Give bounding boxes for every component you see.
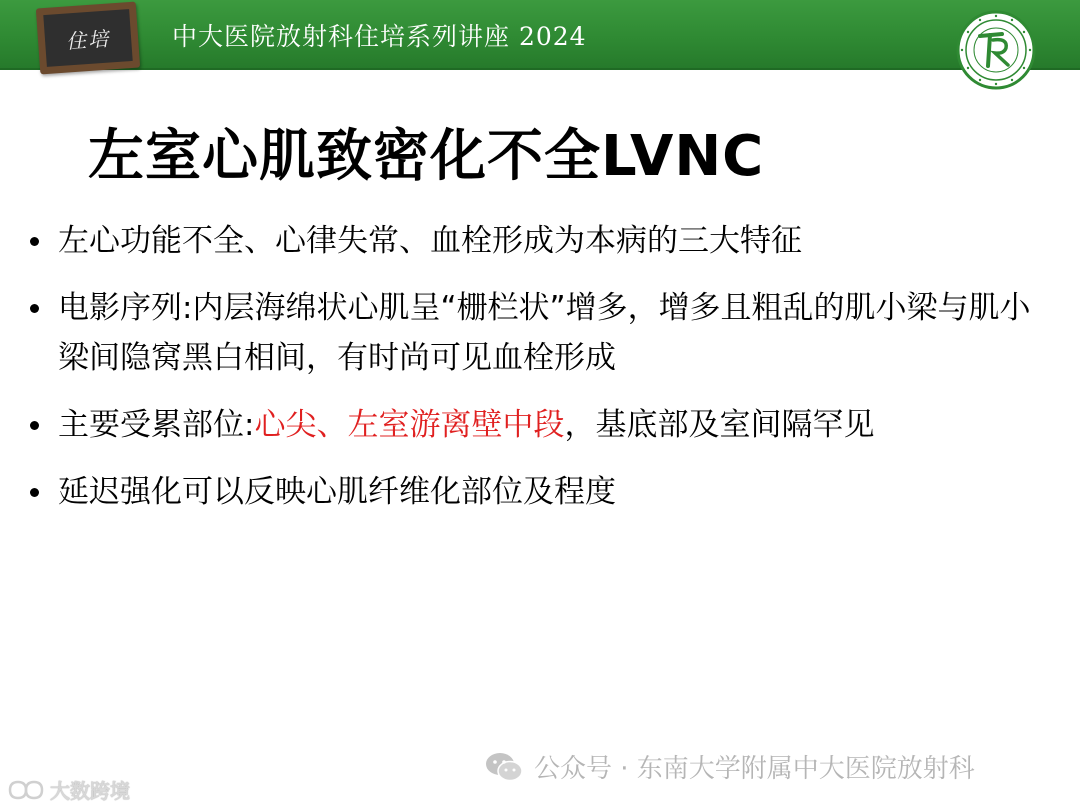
- bullet-list: [30, 216, 1060, 517]
- header-bar: [0, 0, 1080, 70]
- bullet-dot: [30, 237, 39, 246]
- corner-watermark-text: 大数跨境: [50, 779, 130, 803]
- wechat-watermark: [484, 748, 975, 785]
- department-seal-logo-icon: [950, 10, 1042, 90]
- bullet-item: [30, 283, 1060, 383]
- bullet-dot: [30, 421, 39, 430]
- bullet-highlight-text: 心尖、左室游离壁中段: [254, 407, 565, 443]
- wechat-icon: [484, 749, 524, 785]
- bullet-item: [30, 467, 1060, 517]
- badge-text: 住培: [65, 25, 111, 54]
- chalkboard-badge: [36, 2, 140, 75]
- bullet-dot: [30, 304, 39, 313]
- bullet-text: 延迟强化可以反映心肌纤维化部位及程度: [58, 474, 616, 510]
- watermark-text: 公众号 · 东南大学附属中大医院放射科: [534, 754, 975, 784]
- slide-title: 左室心肌致密化不全LVNC: [88, 124, 765, 189]
- bullet-text: 电影序列:内层海绵状心肌呈“栅栏状”增多，增多且粗乱的肌小梁与肌小梁间隐窝黑白相间，有时尚可见血栓形成: [58, 290, 1031, 376]
- lecture-series-title: 中大医院放射科住培系列讲座 2024: [172, 22, 587, 51]
- bullet-text-prefix: 主要受累部位:: [58, 407, 255, 443]
- bullet-text: 左心功能不全、心律失常、血栓形成为本病的三大特征: [58, 223, 802, 259]
- bullet-text-suffix: ，基底部及室间隔罕见: [564, 407, 875, 443]
- watermark-logo-icon: [6, 779, 46, 801]
- bullet-item: [30, 400, 1060, 450]
- corner-watermark: [6, 775, 130, 804]
- bullet-dot: [30, 488, 39, 497]
- bullet-item: [30, 216, 1060, 266]
